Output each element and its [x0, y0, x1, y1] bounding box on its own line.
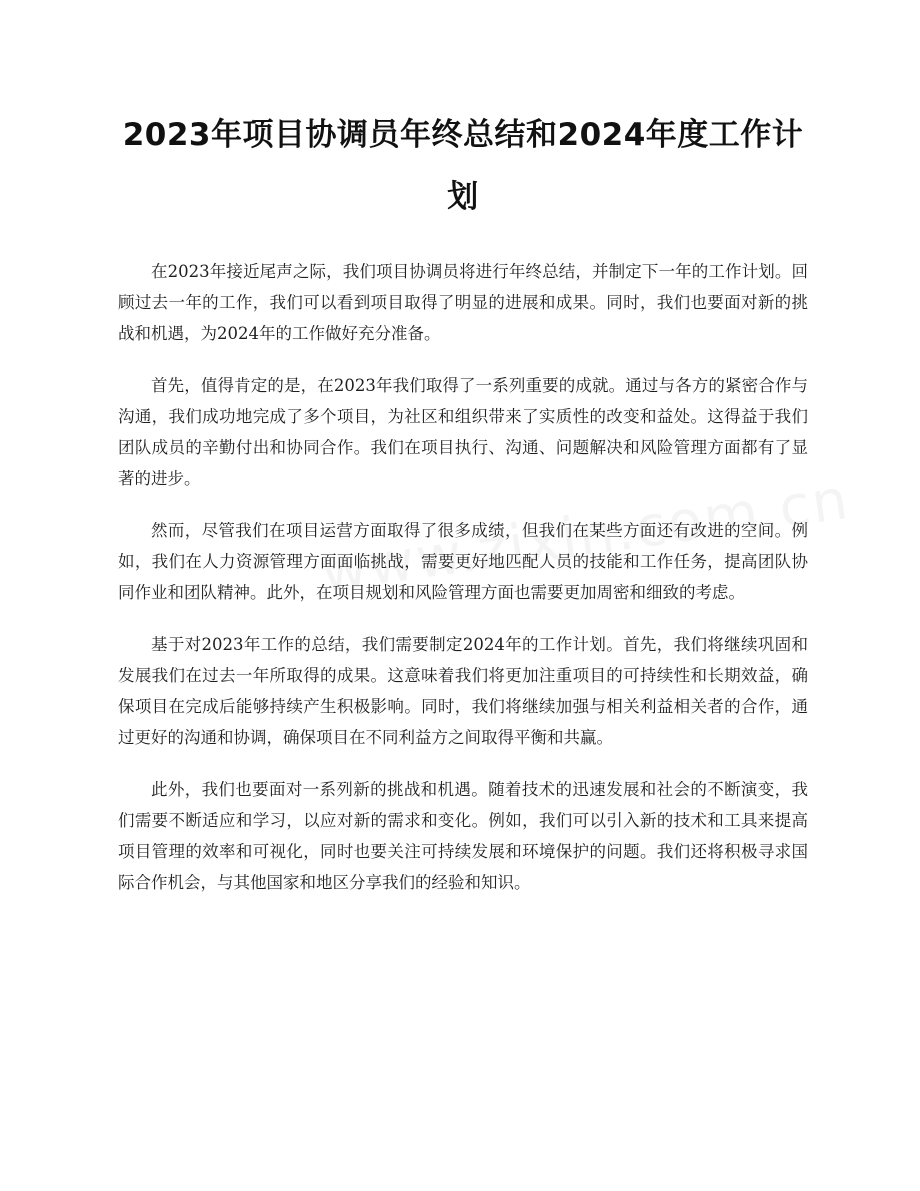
document-body — [118, 256, 808, 898]
document-title: 2023年项目协调员年终总结和2024年度工作计划 — [122, 117, 804, 215]
paragraph-4: 基于对2023年工作的总结，我们需要制定2024年的工作计划。首先，我们将继续巩固和发展我们在过去一年所取得的成果。这意味着我们将更加注重项目的可持续性和长期效益，确保项目在完成后能够持续产生积极影响。同时，我们将继续加强与相关利益相关者的合作，通过更好的沟通和协调，确保项目在不同利益方之间取得平衡和共赢。 — [118, 635, 808, 747]
paragraph-3: 然而，尽管我们在项目运营方面取得了很多成绩，但我们在某些方面还有改进的空间。例如，我们在人力资源管理方面面临挑战，需要更好地匹配人员的技能和工作任务，提高团队协同作业和团队精神。此外，在项目规划和风险管理方面也需要更加周密和细致的考虑。 — [118, 521, 808, 602]
paragraph-5: 此外，我们也要面对一系列新的挑战和机遇。随着技术的迅速发展和社会的不断演变，我们需要不断适应和学习，以应对新的需求和变化。例如，我们可以引入新的技术和工具来提高项目管理的效率和可视化，同时也要关注可持续发展和环境保护的问题。我们还将积极寻求国际合作机会，与其他国家和地区分享我们的经验和知识。 — [118, 780, 808, 892]
paragraph-1: 在2023年接近尾声之际，我们项目协调员将进行年终总结，并制定下一年的工作计划。回顾过去一年的工作，我们可以看到项目取得了明显的进展和成果。同时，我们也要面对新的挑战和机遇，为2024年的工作做好充分准备。 — [118, 262, 808, 343]
paragraph-2: 首先，值得肯定的是，在2023年我们取得了一系列重要的成就。通过与各方的紧密合作与沟通，我们成功地完成了多个项目，为社区和组织带来了实质性的改变和益处。这得益于我们团队成员的辛勤付出和协同合作。我们在项目执行、沟通、问题解决和风险管理方面都有了显著的进步。 — [118, 376, 808, 488]
